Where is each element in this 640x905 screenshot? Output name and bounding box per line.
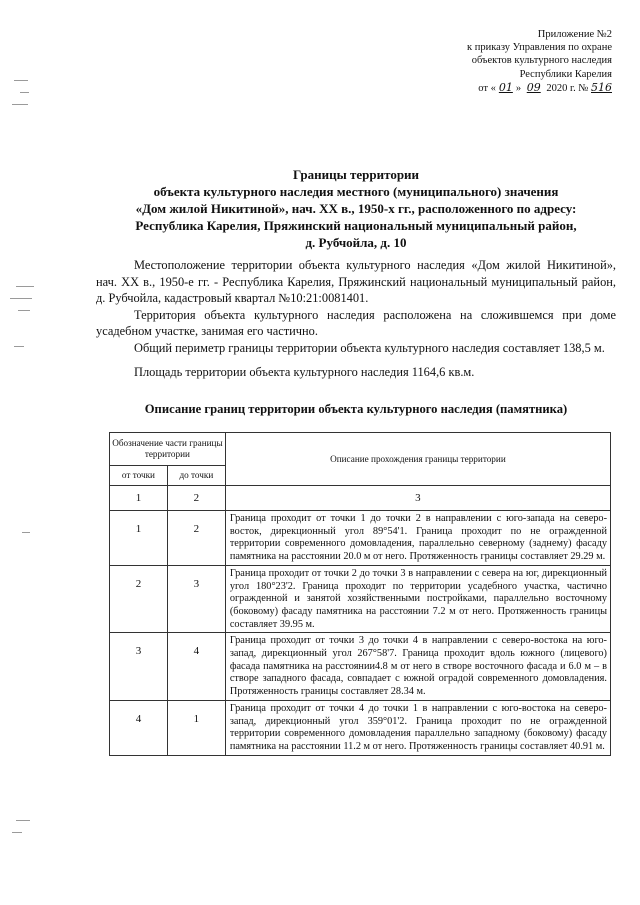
title-line: Границы территории	[292, 167, 420, 182]
appendix-header	[352, 28, 612, 95]
title-line: Республика Карелия, Пряжинский национальный муниципальный район,	[135, 218, 577, 233]
to-point-cell: 1	[167, 700, 225, 755]
title-line: «Дом жилой Никитиной», нач. XX в., 1950-х гг., расположенного по адресу:	[135, 201, 577, 216]
appendix-line: Приложение №2	[537, 29, 612, 40]
description-cell: Граница проходит от точки 4 до точки 1 в направлении с юго-востока на северо-запад, дирекционный угол 359°01'2. Граница проходит по не огражденной территории современного домовладения параллельно западному (боковому) фасаду памятника на расстоянии 11.2 м от него. Протяженность границы составляет 40.91 м.	[225, 700, 610, 755]
description-cell: Граница проходит от точки 2 до точки 3 в направлении с севера на юг, дирекционный угол 180°23'2. Граница проходит по территории усадебного участка, частично огражденной и занятой хозяйственными постройками, параллельно восточному (боковому) фасаду памятника на расстоянии 7.2 м от него. Протяженность границы составляет 39.95 м.	[225, 565, 610, 633]
handwritten-number: 516	[591, 80, 612, 94]
column-number-cell: 1	[110, 486, 168, 511]
column-number-row	[110, 486, 611, 511]
from-point-cell: 2	[110, 565, 168, 633]
to-point-cell: 2	[167, 511, 225, 566]
to-point-cell: 4	[167, 633, 225, 701]
handwritten-day: 01	[498, 80, 513, 94]
from-point-cell: 1	[110, 511, 168, 566]
description-cell: Граница проходит от точки 1 до точки 2 в направлении с юго-запада на северо-восток, дирекционный угол 89°54'1. Граница проходит по не огражденной территории современного домовладения, параллельно северному (заднему) фасаду памятника на расстоянии 20.0 м от него. Протяженность границы составляет 29.29 м.	[225, 511, 610, 566]
document-title	[96, 166, 616, 251]
header-from-cell: от точки	[110, 465, 168, 485]
scan-mark	[12, 832, 22, 833]
territory-paragraph: Территория объекта культурного наследия расположена на сложившемся при доме усадебном участке, занимая его частично.	[96, 307, 616, 339]
from-point-cell: 3	[110, 633, 168, 701]
description-cell: Граница проходит от точки 3 до точки 4 в направлении с северо-востока на юго-запад, дирекционный угол 267°58'7. Граница проходит вдоль южного (лицевого) фасада памятника на расстоянии4.8 м от него в створе восточного фасада и 6.0 м – в створе западного фасада, совпадает с южной оградой современного домовладения. Протяженность границы составляет 28.34 м.	[225, 633, 610, 701]
date-year: 2020 г. №	[546, 82, 589, 94]
section-title: Описание границ территории объекта культурного наследия (памятника)	[144, 402, 568, 416]
table-row	[110, 700, 611, 755]
table-row	[110, 633, 611, 701]
appendix-date-line	[352, 81, 612, 95]
perimeter-paragraph: Общий периметр границы территории объекта культурного наследия составляет 138,5 м.	[134, 340, 605, 355]
boundaries-table	[109, 432, 611, 756]
title-line: д. Рубчойла, д. 10	[305, 235, 407, 250]
handwritten-month: 09	[526, 80, 541, 94]
date-mid: »	[515, 82, 522, 94]
appendix-line: Республики Карелия	[519, 68, 612, 80]
scan-mark	[14, 80, 28, 81]
table-row	[110, 565, 611, 633]
scan-mark	[22, 532, 30, 533]
column-number-cell: 2	[167, 486, 225, 511]
date-prefix: от «	[478, 82, 496, 94]
scan-mark	[14, 346, 24, 347]
scan-mark	[12, 104, 28, 105]
scan-mark	[18, 310, 30, 311]
scan-mark	[16, 820, 30, 821]
scan-mark	[20, 92, 29, 93]
column-number-cell: 3	[225, 486, 610, 511]
location-paragraph: Местоположение территории объекта культурного наследия «Дом жилой Никитиной», нач. XX в., 1950-е гг. - Республика Карелия, Пряжинский национальный муниципальный район, д. Рубчойла, кадастровый квартал №10:21:0081401.	[96, 258, 616, 306]
title-line: объекта культурного наследия местного (муниципального) значения	[153, 184, 559, 199]
appendix-line: к приказу Управления по охране	[467, 42, 612, 54]
table-header-row	[110, 433, 611, 466]
to-point-cell: 3	[167, 565, 225, 633]
from-point-cell: 4	[110, 700, 168, 755]
table-row	[110, 511, 611, 566]
header-to-cell: до точки	[167, 465, 225, 485]
header-desc-cell: Описание прохождения границы территории	[225, 433, 610, 486]
document-body	[96, 257, 616, 380]
header-group-cell: Обозначение части границы территории	[110, 433, 226, 466]
scan-mark	[16, 286, 34, 287]
scan-mark	[10, 298, 32, 299]
appendix-line: объектов культурного наследия	[471, 55, 612, 67]
area-paragraph: Площадь территории объекта культурного наследия 1164,6 кв.м.	[134, 364, 475, 379]
